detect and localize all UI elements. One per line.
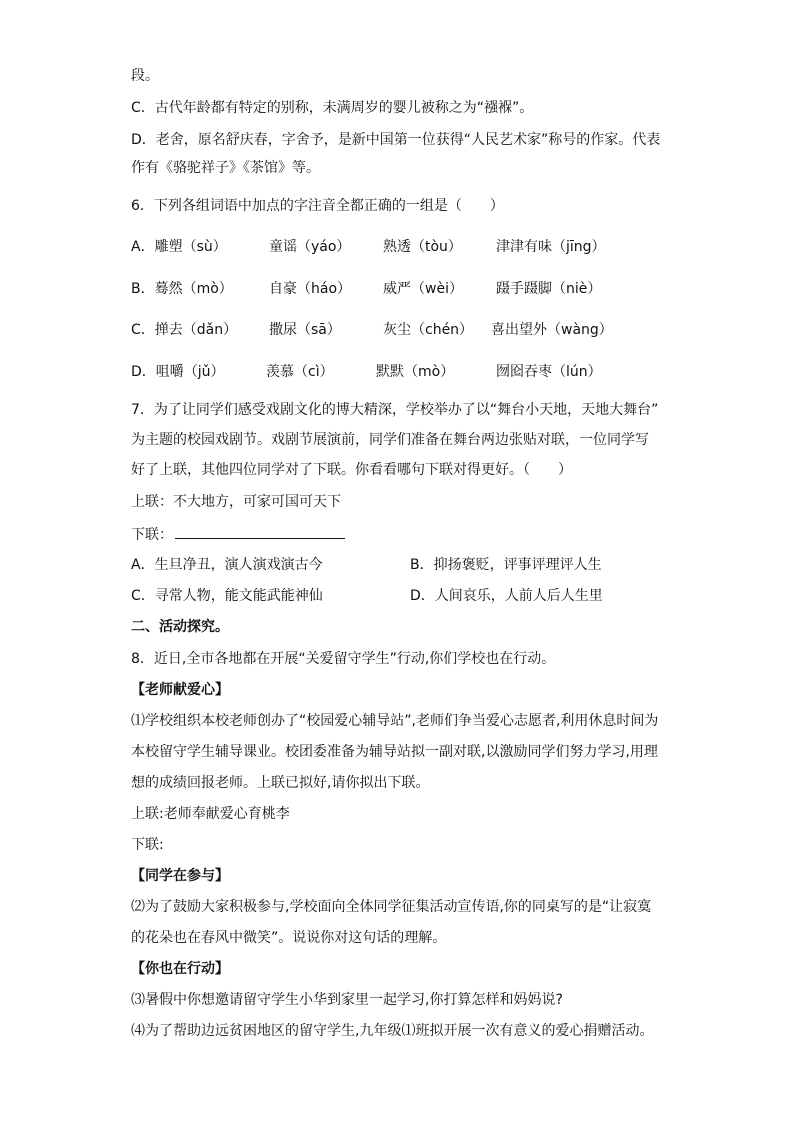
intro-option-d-line1: D．老舍，原名舒庆春，字舍予，是新中国第一位获得“人民艺术家”称号的作家。代表 xyxy=(131,132,661,148)
q6-word: 熟透（tòu） xyxy=(383,239,462,255)
subheading-you: 【你也在行动】 xyxy=(131,961,229,977)
q6-option-label: B．蓦然（mò） xyxy=(131,281,233,297)
q6-word: 威严（wèi） xyxy=(383,281,463,297)
q8-part1-line2: 本校留守学生辅导课业。校团委准备为辅导站拟一副对联,以激励同学们努力学习,用理 xyxy=(131,744,658,760)
intro-option-c: C．古代年龄都有特定的别称，未满周岁的婴儿被称之为“襁褓”。 xyxy=(131,100,534,116)
q8-part4: ⑷为了帮助边远贫困地区的留守学生,九年级⑴班拟开展一次有意义的爱心捐赠活动。 xyxy=(131,1023,654,1039)
answer-blank xyxy=(175,524,345,539)
lower-couplet-label: 下联： xyxy=(131,527,173,543)
q8-part2-line2: 的花朵也在春风中微笑”。说说你对这句话的理解。 xyxy=(131,930,447,946)
intro-line: 段。 xyxy=(131,68,159,84)
q8-part1-line3: 想的成绩回报老师。上联已拟好,请你拟出下联。 xyxy=(131,775,430,791)
q6-word: 撒尿（sā） xyxy=(269,322,341,338)
q6-word: 羡慕（cì） xyxy=(266,364,334,380)
q6-word: 蹑手蹑脚（niè） xyxy=(496,281,602,297)
q8-upper-couplet: 上联:老师奉献爱心育桃李 xyxy=(131,806,290,822)
q7-option-d: D．人间哀乐，人前人后人生里 xyxy=(410,588,603,604)
q6-word: 自豪（háo） xyxy=(269,281,352,297)
q6-word: 囫囵吞枣（lún） xyxy=(496,364,602,380)
q8-part3: ⑶暑假中你想邀请留守学生小华到家里一起学习,你打算怎样和妈妈说? xyxy=(131,992,563,1008)
question-6-stem: 6．下列各组词语中加点的字注音全都正确的一组是（ ） xyxy=(131,198,504,214)
q7-option-a: A．生旦净丑，演人演戏演古今 xyxy=(131,557,323,573)
section-2-title: 二、活动探究。 xyxy=(131,619,229,635)
question-7-stem-line2: 为主题的校园戏剧节。戏剧节展演前，同学们准备在舞台两边张贴对联，一位同学写 xyxy=(131,432,649,448)
q7-option-b: B．抑扬褒贬，评事评理评人生 xyxy=(410,557,602,573)
q6-option-label: A．雕塑（sù） xyxy=(131,239,227,255)
q8-lower-couplet: 下联: xyxy=(131,837,164,853)
q8-part1-line1: ⑴学校组织本校老师创办了“校园爱心辅导站”,老师们争当爱心志愿者,利用休息时间为 xyxy=(131,713,659,729)
question-7-stem-line1: 7．为了让同学们感受戏剧文化的博大精深，学校举办了以“舞台小天地，天地大舞台” xyxy=(131,402,659,418)
lower-couplet xyxy=(131,524,345,545)
q6-word: 童谣（yáo） xyxy=(269,239,351,255)
q6-word: 津津有味（jīng） xyxy=(496,239,606,255)
intro-option-d-line2: 作有《骆驼祥子》《茶馆》等。 xyxy=(131,160,320,176)
upper-couplet: 上联：不大地方，可家可国可天下 xyxy=(131,494,341,510)
question-7-stem-line3: 好了上联，其他四位同学对了下联。你看看哪句下联对得更好。（ ） xyxy=(131,462,572,478)
q6-option-label: C．掸去（dǎn） xyxy=(131,322,238,338)
subheading-classmates: 【同学在参与】 xyxy=(131,868,229,884)
q6-word: 喜出望外（wàng） xyxy=(491,322,613,338)
q6-word: 灰尘（chén） xyxy=(383,322,474,338)
q8-part2-line1: ⑵为了鼓励大家积极参与,学校面向全体同学征集活动宣传语,你的同桌写的是“让寂寞 xyxy=(131,899,652,915)
q6-word: 默默（mò） xyxy=(376,364,455,380)
q7-option-c: C．寻常人物，能文能武能神仙 xyxy=(131,588,323,604)
question-8-stem: 8．近日,全市各地都在开展“关爱留守学生”行动,你们学校也在行动。 xyxy=(131,651,556,667)
subheading-teacher: 【老师献爱心】 xyxy=(131,682,229,698)
q6-option-label: D．咀嚼（jǔ） xyxy=(131,364,225,380)
